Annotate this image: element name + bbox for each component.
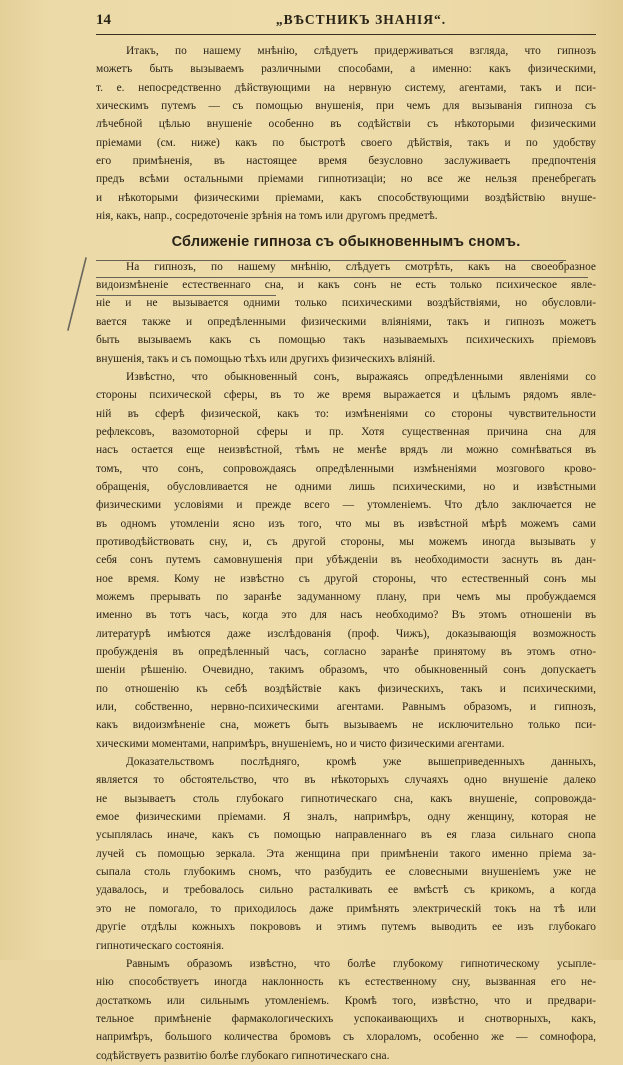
text-line: является то обстоятельство, что въ нѣкоторыхъ случаяхъ одно внушеніе далеко	[96, 774, 596, 787]
section-title: Сближеніе гипноза съ обыкновеннымъ сномъ.	[171, 234, 521, 251]
text-line: предъ всѣми остальными пріемами гипнотизаціи; но все же нельзя пренебрегать	[96, 173, 596, 186]
paragraph-2	[96, 258, 596, 368]
text-line: удавалось, и требовалось сильно расталкивать ее вмѣстѣ съ крикомъ, а когда	[96, 884, 596, 897]
text-line: обращенія, обусловливается не одними лишь психическими, но и извѣстными	[96, 480, 596, 493]
text-line: рефлексовъ, вазомоторной сферы и пр. Хотя существенная причина сна для	[96, 425, 596, 438]
text-line: Равнымъ образомъ извѣстно, что болѣе глубокому гипнотическому усыпле-	[126, 957, 596, 970]
text-line: внушенія, такъ и съ помощью тѣхъ или другихъ физическихъ вліяній.	[96, 352, 436, 365]
text-line: ное время. Кому не извѣстно съ другой стороны, что естественный сонъ мы	[96, 572, 596, 585]
text-line: литературѣ имѣются даже изслѣдованія (проф. Чижъ), доказывающія возможность	[96, 627, 596, 640]
text-line: Доказательствомъ послѣдняго, кромѣ уже вышеприведенныхъ данныхъ,	[126, 756, 596, 769]
text-line: хическими моментами, напримѣръ, внушеніемъ, но и чисто физическими агентами.	[96, 737, 505, 750]
text-line: тельное примѣненіе фармакологическихъ успокаивающихъ и снотворныхъ, какъ,	[96, 1012, 596, 1025]
text-line: видоизмѣненіе естественнаго сна, и какъ сонъ не есть только психическое явле-	[96, 279, 596, 292]
paragraph-1	[96, 42, 596, 225]
text-line: въ одномъ утомленіи ясно изъ того, что мы въ извѣстной мѣрѣ можемъ сами	[96, 517, 596, 530]
paragraph-4	[96, 753, 596, 955]
paragraph-3	[96, 368, 596, 753]
text-line: какъ видоизмѣненіе сна, можетъ быть вызываемъ не исключительно только пси-	[96, 719, 596, 732]
text-line: Итакъ, по нашему мнѣнію, слѣдуетъ придерживаться взгляда, что гипнозъ	[126, 45, 596, 57]
text-line: пріемами (см. ниже) какъ по быстротѣ своего дѣйствія, такъ и по удобству	[96, 136, 596, 149]
text-line: нію способствуетъ иногда наклонность къ естественному сну, вызванная его не-	[96, 976, 596, 989]
text-line: лѣчебной цѣлью внушеніе особенно въ содѣйствіи съ нѣкоторыми физическими	[96, 118, 596, 131]
text-line: это не помогало, то приходилось даже примѣнять электрическій токъ на тѣ или	[96, 902, 596, 915]
text-line: или, собственно, нервно-психическими агентами. Равнымъ образомъ, и гипнозъ,	[96, 701, 596, 714]
text-line: содѣйствуетъ развитію болѣе глубокаго гипнотическаго сна.	[96, 1049, 390, 1062]
text-line: его примѣненія, въ настоящее время безусловно заслуживаетъ предпочтенія	[96, 155, 596, 168]
text-line: На гипнозъ, по нашему мнѣнію, слѣдуетъ смотрѣть, какъ на своеобразное	[126, 260, 596, 273]
text-line: другіе отдѣлы кожныхъ покрововъ и этимъ путемъ выводить ее изъ глубокаго	[96, 921, 596, 934]
page-number: 14	[96, 12, 111, 28]
text-line: ніе и не вызывается одними только психическими воздѣйствіями, но обусловли-	[96, 297, 596, 310]
text-line: усыплялась иначе, какъ съ помощью направленнаго въ ея глаза сильнаго снопа	[96, 829, 596, 842]
text-line: емое физическими пріемами. Я зналъ, напримѣръ, одну женщину, которая не	[96, 811, 596, 824]
text-line: Извѣстно, что обыкновенный сонъ, выражаясь опредѣленными явленіями со	[126, 370, 596, 383]
text-line: противодѣйствовать сну, и, съ другой стороны, мы можемъ иногда вызывать у	[96, 535, 596, 548]
text-line: напримѣръ, большого количества бромовъ съ хлораломъ, особенно же — сомнофора,	[96, 1031, 596, 1044]
running-header	[96, 8, 596, 35]
text-line: по отношенію къ себѣ воздѣйствіе какъ физическихъ, такъ и психическими,	[96, 682, 596, 695]
text-line: сыпала столь глубокимъ сномъ, что разбудить ее словесными внушеніемъ уже не	[96, 866, 596, 879]
text-line: пробужденія въ опредѣленный часъ, согласно заранѣе принятому въ этомъ отно-	[96, 646, 596, 658]
text-line: стороны психической сферы, въ то же время выражается и цѣлымъ рядомъ явле-	[96, 389, 596, 402]
text-line: лучей съ помощью зеркала. Эта женщина при примѣненіи такого именно пріема за-	[96, 847, 596, 860]
text-line: себя сонъ путемъ самовнушенія при убѣжденіи въ необходимости заснуть въ дан-	[96, 554, 596, 567]
text-line: можемъ прерывать по заранѣе задуманному плану, при чемъ мы пробуждаемся	[96, 590, 596, 603]
text-line: хическимъ путемъ — съ помощью внушенія, при чемъ для вызыванія гипноза съ	[96, 100, 596, 113]
text-line: вается также и опредѣленными физическими вліяніями, такъ и гипнозъ можетъ	[96, 315, 596, 328]
text-line: и нѣкоторыми физическими пріемами, какъ способствующими воздѣйствію внуше-	[96, 191, 596, 204]
text-line: насъ остается еще неизвѣстной, тѣмъ не менѣе врядъ ли можно сомнѣваться въ	[96, 444, 596, 457]
text-line: гипнотическаго состоянія.	[96, 939, 225, 952]
pencil-margin-mark	[56, 254, 96, 334]
article-body	[96, 42, 596, 1065]
text-line: можетъ быть вызываемъ различными способами, а именно: какъ физическими,	[96, 63, 596, 76]
text-line: томъ, что сонъ, сопровождаясь опредѣленными измѣненіями мозгового крово-	[96, 462, 596, 475]
text-line: физическими условіями и прежде всего — утомленіемъ. Что дѣло заключается не	[96, 499, 596, 512]
text-line: именно въ тотъ часъ, когда это для насъ необходимо? Въ этомъ отношеніи въ	[96, 609, 596, 622]
text-line: достаткомъ или сильнымъ утомленіемъ. Кромѣ того, извѣстно, что и предвари-	[96, 994, 596, 1007]
text-line: т. е. непосредственно дѣйствующими на нервную систему, агентами, такъ и пси-	[96, 81, 596, 94]
text-line: быть вызываемъ какъ съ помощью такъ называемыхъ психическихъ пріемовъ	[96, 334, 596, 347]
text-line: нія, какъ, напр., сосредоточеніе зрѣнія на томъ или другомъ предметѣ.	[96, 210, 438, 223]
text-line: шеніи рѣшенію. Очевидно, такимъ образомъ, что обыкновенный сонъ допускаетъ	[96, 664, 596, 677]
text-line: ній въ сферѣ физической, какъ то: измѣненіями со стороны чувствительности	[96, 407, 596, 420]
journal-title: „ВѢСТНИКЪ ЗНАНІЯ“.	[275, 12, 447, 27]
paragraph-5	[96, 955, 596, 1065]
text-line: не вызываетъ столь глубокаго гипнотическаго сна, какъ внушеніе, сопровожда-	[96, 792, 596, 805]
